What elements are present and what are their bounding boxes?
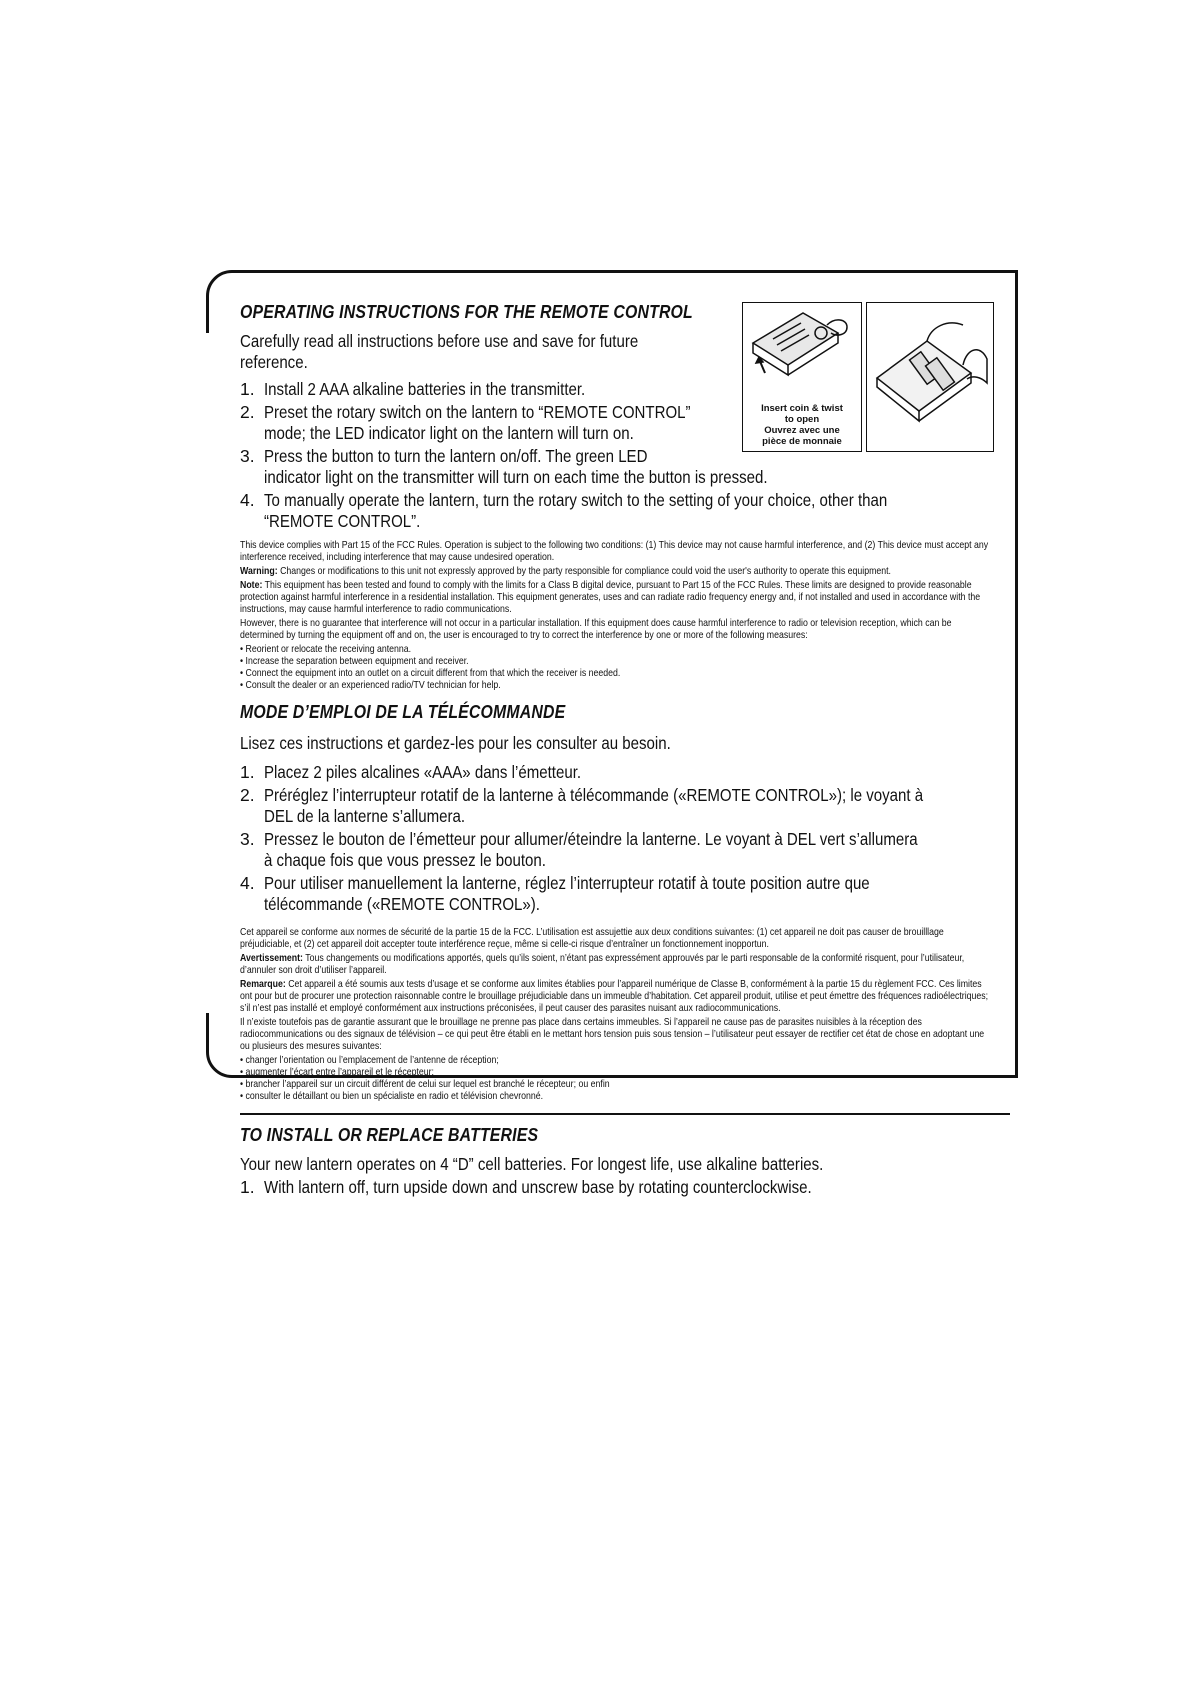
steps-list-fr (240, 762, 1000, 915)
step-text: mode; the LED indicator light on the lantern will turn on. (264, 423, 634, 443)
step-text: à chaque fois que vous pressez le bouton. (264, 850, 546, 870)
section-title-batteries: TO INSTALL OR REPLACE BATTERIES (240, 1124, 539, 1145)
note-label: Note: (240, 580, 263, 591)
section-title-remote-en: OPERATING INSTRUCTIONS FOR THE REMOTE CONTROL (240, 302, 693, 322)
warning-paragraph (240, 566, 993, 578)
list-item: • Increase the separation between equipment and receiver. (240, 656, 993, 668)
battery-instructions (240, 1125, 1000, 1198)
note-label: Remarque: (240, 979, 286, 990)
step-number: 3. (240, 446, 255, 466)
step-text: télécommande («REMOTE CONTROL»). (264, 894, 540, 914)
page-content (240, 302, 1000, 1200)
step-text: Press the button to turn the lantern on/off. The green LED (264, 446, 648, 466)
step-text: Pour utiliser manuellement la lanterne, réglez l’interrupteur rotatif à toute position autre que (264, 873, 870, 893)
measures-list-fr (240, 1055, 993, 1103)
note-text: Cet appareil a été soumis aux tests d’usage et se conforme aux limites établies pour l’appareil numérique de Classe B, conformément à la partie 15 du règlement FCC. Ces limites ont pour but de procurer une protection raisonnable contre le brouillage préjudiciable dans un immeuble d’habitation. Cet appareil produit, utilise et peut émettre des fréquences radioélectriques; s’il n’est pas installé et employé conformément aux instructions préconisées, il peut causer des parasites nuisant aux radiocommunications. (240, 979, 989, 1014)
step-number: 1. (240, 379, 255, 399)
steps-list-en (240, 379, 1000, 532)
battery-intro: Your new lantern operates on 4 “D” cell batteries. For longest life, use alkaline batteries. (240, 1153, 824, 1174)
fcc-notice-fr (240, 927, 993, 1103)
warning-text: Tous changements ou modifications apportés, quels qu’ils soient, n’étant pas expressément approuvés par le parti responsable de la conformité risquent, pour l’utilisateur, d’annuler son droit d’utiliser l’appareil. (240, 953, 965, 976)
list-item (240, 490, 1000, 532)
step-text: To manually operate the lantern, turn the rotary switch to the setting of your choice, other than (264, 490, 888, 510)
step-text: Placez 2 piles alcalines «AAA» dans l’émetteur. (264, 762, 582, 782)
however-text: However, there is no guarantee that interference will not occur in a particular installation. If this equipment does cause harmful interference to radio or television reception, which can be determined by turning the equipment off and on, the user is encouraged to try to correct the interference by one or more of the following measures: (240, 618, 952, 641)
caption-line-4: pièce de monnaie (762, 436, 842, 447)
warning-text: Changes or modifications to this unit not expressly approved by the party responsible for compliance could void the user's authority to operate this equipment. (277, 566, 891, 577)
list-item: • consulter le détaillant ou bien un spécialiste en radio et télévision chevronné. (240, 1091, 993, 1103)
remote-instructions-fr (240, 702, 1000, 1103)
step-text: DEL de la lanterne s’allumera. (264, 806, 466, 826)
step-text: Pressez le bouton de l’émetteur pour allumer/éteindre la lanterne. Le voyant à DEL vert s’allumera (264, 829, 918, 849)
step-text: “REMOTE CONTROL”. (264, 511, 421, 531)
warning-label: Warning: (240, 566, 278, 577)
caption-line-1: Insert coin & twist (761, 403, 843, 414)
caption-line-2: to open (784, 414, 820, 425)
step-number: 2. (240, 402, 255, 422)
note-paragraph (240, 979, 993, 1015)
warning-label: Avertissement: (240, 953, 303, 964)
list-item: • changer l’orientation ou l’emplacement de l’antenne de réception; (240, 1055, 993, 1067)
list-item (240, 873, 1000, 915)
list-item (240, 785, 1000, 827)
fcc-notice-en (240, 540, 993, 692)
list-item (240, 402, 1000, 444)
step-number: 4. (240, 873, 255, 893)
section-title-remote-fr: MODE D’EMPLOI DE LA TÉLÉCOMMANDE (240, 702, 566, 722)
step-number: 2. (240, 785, 255, 805)
warning-paragraph (240, 953, 993, 977)
list-item (240, 762, 1000, 783)
step-number: 4. (240, 490, 255, 510)
fcc-compliance-text: This device complies with Part 15 of the FCC Rules. Operation is subject to the following two conditions: (1) This device may not cause harmful interference, and (2) This device must accept any interference received, including interference that may cause undesired operation. (240, 540, 989, 563)
list-item: • Consult the dealer or an experienced radio/TV technician for help. (240, 680, 993, 692)
intro-line-2: reference. (240, 352, 308, 372)
section-divider (240, 1113, 1010, 1115)
list-item (240, 379, 1000, 400)
note-paragraph (240, 580, 993, 616)
step-text: indicator light on the transmitter will turn on each time the button is pressed. (264, 467, 768, 487)
list-item (240, 1177, 1000, 1198)
list-item: • Reorient or relocate the receiving antenna. (240, 644, 993, 656)
list-item (240, 829, 1000, 871)
list-item (240, 446, 1000, 488)
remote-instructions-en (240, 302, 1000, 692)
fcc-compliance-text: Cet appareil se conforme aux normes de sécurité de la partie 15 de la FCC. L’utilisation est assujettie aux deux conditions suivantes: (1) cet appareil ne doit pas causer de brouilllage préjudiciable, et (2) cet appareil doit accepter toute interférence reçue, même si celle-ci risque d’entraîner un fonctionnement inopportun. (240, 927, 944, 950)
step-text: Préréglez l’interrupteur rotatif de la lanterne à télécommande («REMOTE CONTROL»); le voyant à (264, 785, 924, 805)
step-number: 1. (240, 762, 255, 782)
list-item: • brancher l’appareil sur un circuit différent de celui sur lequel est branché le récepteur; ou enfin (240, 1079, 993, 1091)
list-item: • Connect the equipment into an outlet on a circuit different from that which the receiver is needed. (240, 668, 993, 680)
step-text: With lantern off, turn upside down and unscrew base by rotating counterclockwise. (264, 1176, 812, 1197)
note-text: This equipment has been tested and found to comply with the limits for a Class B digital device, pursuant to Part 15 of the FCC Rules. These limits are designed to provide reasonable protection against harmful interference in a residential installation. This equipment generates, uses and can radiate radio frequency energy and, if not installed and used in accordance with the instructions, may cause harmful interference to radio communications. (240, 580, 981, 615)
steps-list-batteries (240, 1177, 1000, 1198)
step-text: Install 2 AAA alkaline batteries in the transmitter. (264, 379, 586, 399)
step-number: 3. (240, 829, 255, 849)
caption-line-3: Ouvrez avec une (764, 425, 840, 436)
step-text: Preset the rotary switch on the lantern to “REMOTE CONTROL” (264, 402, 691, 422)
measures-list-en (240, 644, 993, 692)
intro-line-1: Carefully read all instructions before use and save for future (240, 331, 639, 351)
step-number: 1. (240, 1176, 255, 1197)
however-text: Il n’existe toutefois pas de garantie assurant que le brouillage ne prenne pas place dans certains immeubles. Si l’appareil ne cause pas de parasites nuisibles à la réception des radiocommunications ou des signaux de télévision – ce qui peut être établi en le mettant hors tension puis sous tension – l’utilisateur peut essayer de rectifier cet état de chose en adoptant une ou plusieurs des mesures suivantes: (240, 1017, 985, 1052)
intro-line-fr: Lisez ces instructions et gardez-les pour les consulter au besoin. (240, 733, 671, 753)
list-item: • augmenter l’écart entre l’appareil et le récepteur; (240, 1067, 993, 1079)
